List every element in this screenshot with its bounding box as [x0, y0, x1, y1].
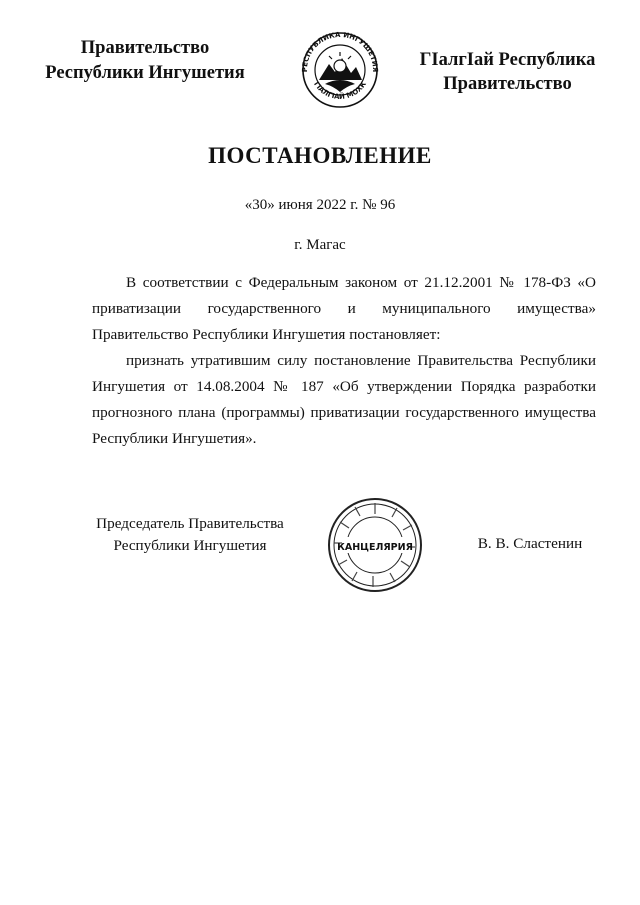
svg-text:РЕСПУБЛИКА ИНГУШЕТИЯ: РЕСПУБЛИКА ИНГУШЕТИЯ	[300, 30, 380, 73]
header-right-line2: Правительство	[443, 74, 572, 94]
svg-text:ГIАЛГIАЙ МОХК: ГIАЛГIАЙ МОХК	[312, 80, 368, 102]
paragraph-resolution: признать утратившим силу постановление Правительства Республики Ингушетия от 14.08.2004 № 187 «Об утверждении Порядка разработки прогнозного плана (программы) приватизации государственного имущества Республики Ингушетия».	[92, 352, 596, 447]
position-line1: Председатель Правительства	[96, 515, 284, 532]
document-body	[92, 270, 596, 452]
coat-of-arms-icon	[295, 30, 385, 110]
header-right	[400, 48, 615, 96]
position-line2: Республики Ингушетия	[113, 537, 267, 554]
document-date: «30» июня 2022 г. № 96	[244, 197, 396, 213]
header-left-line1: Правительство	[80, 38, 210, 58]
document-city: г. Магас	[294, 237, 346, 253]
header-right-line1: ГIалгIай Республика	[419, 50, 596, 70]
signatory-position	[80, 513, 300, 557]
paragraph-preamble: В соответствии с Федеральным законом от 21.12.2001 № 178-ФЗ «О приватизации государственного и муниципального имущества» Правительство Республики Ингушетия постановляет:	[92, 274, 596, 343]
document-title: ПОСТАНОВЛЕНИЕ	[208, 143, 432, 168]
stamp-label: КАНЦЕЛЯРИЯ	[337, 542, 413, 553]
header-left-line2: Республики Ингушетия	[45, 63, 245, 83]
header-left	[30, 36, 260, 86]
seal-stamp-icon	[325, 495, 425, 595]
signatory-name: В. В. Сластенин	[477, 535, 583, 552]
